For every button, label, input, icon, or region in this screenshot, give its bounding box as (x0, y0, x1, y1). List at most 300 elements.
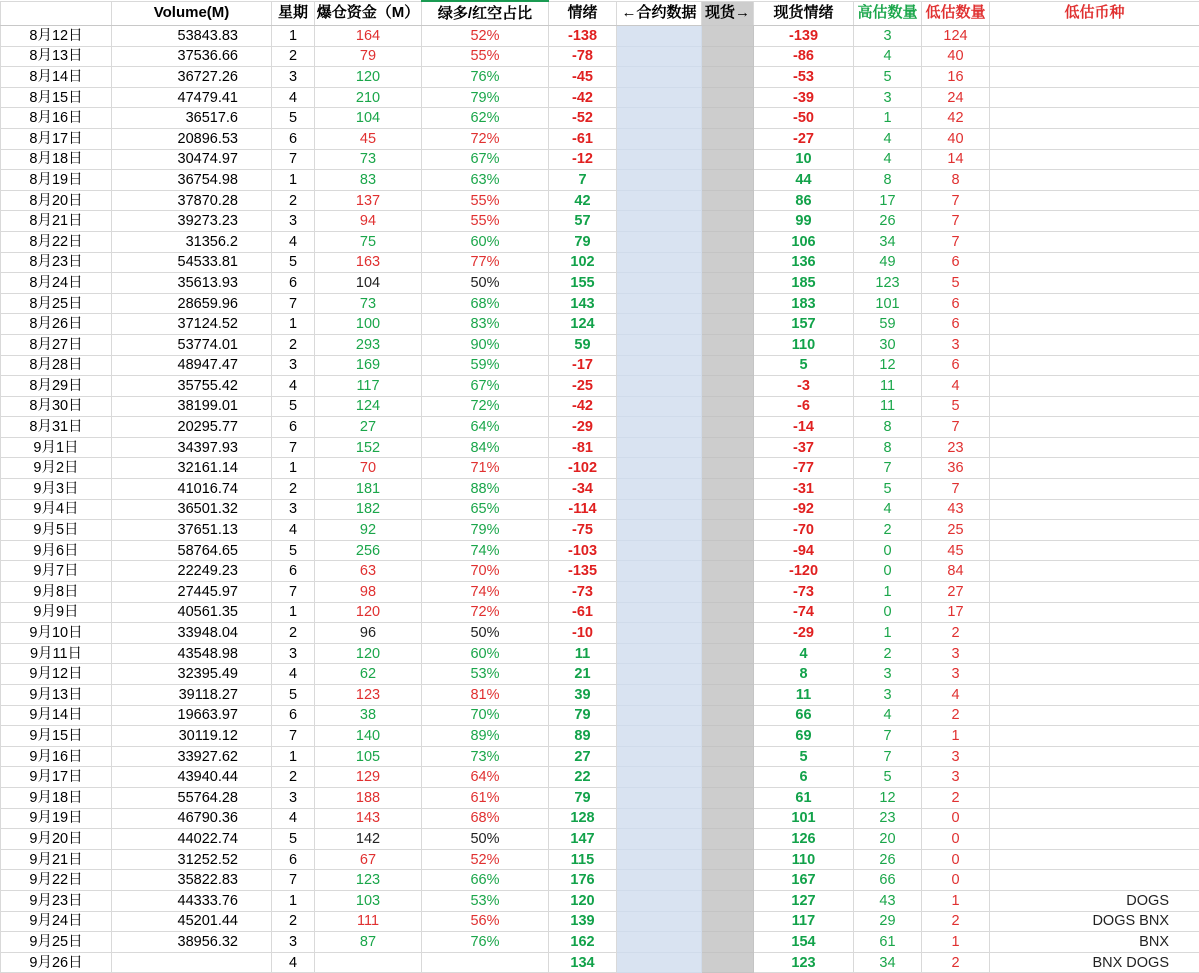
cell-spot-mood[interactable]: -50 (754, 108, 854, 129)
header-high-count[interactable]: 高估数量 (854, 1, 922, 26)
cell-low-coins[interactable] (990, 26, 1199, 47)
cell-contract-band[interactable] (617, 685, 702, 706)
cell-spot-band[interactable] (702, 767, 754, 788)
cell-date[interactable]: 9月19日 (1, 808, 112, 829)
cell-spot-mood[interactable]: -6 (754, 396, 854, 417)
header-spot[interactable]: 现货→ (702, 1, 754, 26)
cell-ratio[interactable]: 67% (422, 376, 549, 397)
cell-high-count[interactable]: 4 (854, 705, 922, 726)
cell-volume[interactable]: 37870.28 (112, 190, 272, 211)
cell-spot-mood[interactable]: 101 (754, 808, 854, 829)
cell-spot-band[interactable] (702, 376, 754, 397)
cell-weekday[interactable]: 6 (272, 705, 315, 726)
cell-liquidation[interactable]: 98 (315, 582, 422, 603)
cell-volume[interactable]: 38199.01 (112, 396, 272, 417)
cell-mood[interactable]: 59 (549, 334, 617, 355)
cell-high-count[interactable]: 7 (854, 458, 922, 479)
cell-low-count[interactable]: 23 (922, 437, 990, 458)
cell-spot-mood[interactable]: -53 (754, 67, 854, 88)
cell-date[interactable]: 9月21日 (1, 849, 112, 870)
cell-spot-mood[interactable]: 123 (754, 952, 854, 973)
cell-low-coins[interactable] (990, 417, 1199, 438)
cell-high-count[interactable]: 11 (854, 376, 922, 397)
cell-mood[interactable]: -73 (549, 582, 617, 603)
cell-date[interactable]: 9月4日 (1, 499, 112, 520)
cell-spot-band[interactable] (702, 829, 754, 850)
cell-date[interactable]: 8月30日 (1, 396, 112, 417)
cell-date[interactable]: 9月6日 (1, 540, 112, 561)
cell-low-count[interactable]: 45 (922, 540, 990, 561)
cell-weekday[interactable]: 6 (272, 128, 315, 149)
cell-low-count[interactable]: 24 (922, 87, 990, 108)
cell-weekday[interactable]: 3 (272, 932, 315, 953)
cell-date[interactable]: 9月25日 (1, 932, 112, 953)
cell-ratio[interactable]: 59% (422, 355, 549, 376)
cell-high-count[interactable]: 8 (854, 437, 922, 458)
cell-volume[interactable]: 28659.96 (112, 293, 272, 314)
cell-spot-band[interactable] (702, 890, 754, 911)
cell-contract-band[interactable] (617, 26, 702, 47)
cell-spot-mood[interactable]: 157 (754, 314, 854, 335)
cell-volume[interactable]: 22249.23 (112, 561, 272, 582)
cell-ratio[interactable]: 64% (422, 417, 549, 438)
cell-volume[interactable]: 30474.97 (112, 149, 272, 170)
cell-low-count[interactable]: 84 (922, 561, 990, 582)
cell-weekday[interactable]: 3 (272, 355, 315, 376)
cell-weekday[interactable]: 5 (272, 685, 315, 706)
header-spot-mood[interactable]: 现货情绪 (754, 1, 854, 26)
cell-spot-band[interactable] (702, 685, 754, 706)
cell-volume[interactable]: 20896.53 (112, 128, 272, 149)
cell-spot-mood[interactable]: 110 (754, 334, 854, 355)
cell-weekday[interactable]: 2 (272, 911, 315, 932)
cell-volume[interactable]: 33927.62 (112, 746, 272, 767)
cell-high-count[interactable]: 4 (854, 149, 922, 170)
cell-volume[interactable]: 36754.98 (112, 170, 272, 191)
cell-mood[interactable]: 21 (549, 664, 617, 685)
cell-low-coins[interactable]: BNX (990, 932, 1199, 953)
cell-spot-band[interactable] (702, 582, 754, 603)
cell-low-coins[interactable] (990, 190, 1199, 211)
cell-volume[interactable]: 19663.97 (112, 705, 272, 726)
cell-spot-mood[interactable]: -73 (754, 582, 854, 603)
cell-high-count[interactable]: 23 (854, 808, 922, 829)
cell-ratio[interactable]: 84% (422, 437, 549, 458)
cell-low-coins[interactable] (990, 643, 1199, 664)
cell-spot-mood[interactable]: 136 (754, 252, 854, 273)
cell-high-count[interactable]: 30 (854, 334, 922, 355)
cell-contract-band[interactable] (617, 561, 702, 582)
cell-low-coins[interactable] (990, 211, 1199, 232)
cell-ratio[interactable]: 56% (422, 911, 549, 932)
cell-liquidation[interactable]: 92 (315, 520, 422, 541)
cell-ratio[interactable]: 72% (422, 396, 549, 417)
cell-weekday[interactable]: 1 (272, 458, 315, 479)
cell-contract-band[interactable] (617, 767, 702, 788)
cell-low-count[interactable]: 36 (922, 458, 990, 479)
cell-spot-band[interactable] (702, 499, 754, 520)
cell-low-coins[interactable] (990, 582, 1199, 603)
cell-liquidation[interactable]: 120 (315, 602, 422, 623)
cell-weekday[interactable]: 4 (272, 808, 315, 829)
cell-contract-band[interactable] (617, 376, 702, 397)
cell-spot-mood[interactable]: 11 (754, 685, 854, 706)
cell-mood[interactable]: 57 (549, 211, 617, 232)
cell-spot-band[interactable] (702, 602, 754, 623)
cell-ratio[interactable]: 72% (422, 602, 549, 623)
cell-high-count[interactable]: 8 (854, 170, 922, 191)
cell-contract-band[interactable] (617, 808, 702, 829)
cell-spot-mood[interactable]: 6 (754, 767, 854, 788)
cell-ratio[interactable]: 64% (422, 767, 549, 788)
cell-spot-mood[interactable]: 117 (754, 911, 854, 932)
cell-date[interactable]: 9月12日 (1, 664, 112, 685)
cell-low-count[interactable]: 2 (922, 911, 990, 932)
cell-weekday[interactable]: 6 (272, 561, 315, 582)
cell-high-count[interactable]: 49 (854, 252, 922, 273)
cell-mood[interactable]: 128 (549, 808, 617, 829)
cell-high-count[interactable]: 3 (854, 664, 922, 685)
cell-ratio[interactable]: 66% (422, 870, 549, 891)
cell-low-coins[interactable] (990, 355, 1199, 376)
cell-ratio[interactable]: 65% (422, 499, 549, 520)
cell-volume[interactable]: 30119.12 (112, 726, 272, 747)
cell-low-count[interactable]: 14 (922, 149, 990, 170)
cell-low-coins[interactable] (990, 602, 1199, 623)
cell-low-coins[interactable] (990, 87, 1199, 108)
cell-spot-mood[interactable]: 183 (754, 293, 854, 314)
cell-mood[interactable]: 11 (549, 643, 617, 664)
cell-high-count[interactable]: 3 (854, 26, 922, 47)
cell-date[interactable]: 8月21日 (1, 211, 112, 232)
cell-spot-band[interactable] (702, 314, 754, 335)
cell-high-count[interactable]: 12 (854, 355, 922, 376)
cell-liquidation[interactable]: 169 (315, 355, 422, 376)
cell-weekday[interactable]: 7 (272, 293, 315, 314)
cell-weekday[interactable]: 5 (272, 108, 315, 129)
cell-low-count[interactable]: 6 (922, 355, 990, 376)
cell-date[interactable]: 8月26日 (1, 314, 112, 335)
cell-contract-band[interactable] (617, 746, 702, 767)
cell-date[interactable]: 9月7日 (1, 561, 112, 582)
cell-contract-band[interactable] (617, 726, 702, 747)
cell-liquidation[interactable]: 164 (315, 26, 422, 47)
cell-mood[interactable]: 79 (549, 705, 617, 726)
cell-mood[interactable]: 155 (549, 273, 617, 294)
cell-volume[interactable]: 31356.2 (112, 231, 272, 252)
cell-liquidation[interactable]: 137 (315, 190, 422, 211)
cell-contract-band[interactable] (617, 314, 702, 335)
cell-liquidation[interactable]: 104 (315, 108, 422, 129)
cell-volume[interactable]: 55764.28 (112, 787, 272, 808)
cell-low-coins[interactable]: DOGS BNX (990, 911, 1199, 932)
header-liquidation[interactable]: 爆仓资金（M） (315, 1, 422, 26)
cell-spot-mood[interactable]: 110 (754, 849, 854, 870)
cell-spot-band[interactable] (702, 870, 754, 891)
cell-weekday[interactable]: 7 (272, 726, 315, 747)
cell-weekday[interactable]: 1 (272, 170, 315, 191)
cell-low-count[interactable]: 6 (922, 314, 990, 335)
cell-weekday[interactable]: 5 (272, 540, 315, 561)
cell-low-coins[interactable] (990, 540, 1199, 561)
cell-contract-band[interactable] (617, 170, 702, 191)
cell-mood[interactable]: -34 (549, 479, 617, 500)
cell-volume[interactable]: 35613.93 (112, 273, 272, 294)
cell-liquidation[interactable]: 75 (315, 231, 422, 252)
cell-spot-band[interactable] (702, 458, 754, 479)
cell-weekday[interactable]: 4 (272, 952, 315, 973)
cell-low-coins[interactable] (990, 520, 1199, 541)
cell-ratio[interactable]: 60% (422, 231, 549, 252)
cell-contract-band[interactable] (617, 829, 702, 850)
cell-spot-mood[interactable]: 185 (754, 273, 854, 294)
cell-low-count[interactable]: 7 (922, 211, 990, 232)
cell-volume[interactable]: 37651.13 (112, 520, 272, 541)
cell-volume[interactable]: 44333.76 (112, 890, 272, 911)
cell-weekday[interactable]: 4 (272, 664, 315, 685)
cell-date[interactable]: 9月24日 (1, 911, 112, 932)
cell-high-count[interactable]: 12 (854, 787, 922, 808)
cell-contract-band[interactable] (617, 334, 702, 355)
cell-date[interactable]: 8月27日 (1, 334, 112, 355)
cell-volume[interactable]: 36517.6 (112, 108, 272, 129)
cell-liquidation[interactable]: 120 (315, 67, 422, 88)
cell-low-count[interactable]: 1 (922, 726, 990, 747)
cell-weekday[interactable]: 3 (272, 787, 315, 808)
cell-low-count[interactable]: 0 (922, 808, 990, 829)
cell-high-count[interactable]: 2 (854, 643, 922, 664)
cell-volume[interactable]: 37536.66 (112, 46, 272, 67)
cell-low-count[interactable]: 5 (922, 396, 990, 417)
cell-spot-band[interactable] (702, 26, 754, 47)
cell-volume[interactable]: 33948.04 (112, 623, 272, 644)
cell-weekday[interactable]: 2 (272, 623, 315, 644)
cell-liquidation[interactable]: 73 (315, 293, 422, 314)
cell-liquidation[interactable]: 94 (315, 211, 422, 232)
cell-low-count[interactable]: 7 (922, 190, 990, 211)
cell-weekday[interactable]: 4 (272, 231, 315, 252)
cell-high-count[interactable]: 1 (854, 108, 922, 129)
cell-volume[interactable]: 46790.36 (112, 808, 272, 829)
cell-spot-band[interactable] (702, 334, 754, 355)
cell-weekday[interactable]: 4 (272, 520, 315, 541)
cell-mood[interactable]: 79 (549, 787, 617, 808)
cell-spot-mood[interactable]: -37 (754, 437, 854, 458)
cell-spot-mood[interactable]: -92 (754, 499, 854, 520)
cell-spot-mood[interactable]: -139 (754, 26, 854, 47)
cell-volume[interactable]: 48947.47 (112, 355, 272, 376)
cell-mood[interactable]: 139 (549, 911, 617, 932)
cell-spot-band[interactable] (702, 417, 754, 438)
cell-spot-band[interactable] (702, 520, 754, 541)
cell-date[interactable]: 8月14日 (1, 67, 112, 88)
cell-mood[interactable]: -42 (549, 87, 617, 108)
cell-mood[interactable]: -102 (549, 458, 617, 479)
cell-contract-band[interactable] (617, 273, 702, 294)
cell-spot-band[interactable] (702, 293, 754, 314)
cell-spot-band[interactable] (702, 67, 754, 88)
cell-low-count[interactable]: 7 (922, 417, 990, 438)
cell-liquidation[interactable]: 96 (315, 623, 422, 644)
cell-liquidation[interactable]: 73 (315, 149, 422, 170)
cell-low-coins[interactable] (990, 170, 1199, 191)
cell-date[interactable]: 8月24日 (1, 273, 112, 294)
cell-contract-band[interactable] (617, 252, 702, 273)
cell-ratio[interactable]: 50% (422, 829, 549, 850)
cell-volume[interactable] (112, 952, 272, 973)
cell-ratio[interactable]: 53% (422, 664, 549, 685)
cell-ratio[interactable]: 70% (422, 561, 549, 582)
cell-spot-mood[interactable]: -3 (754, 376, 854, 397)
cell-high-count[interactable]: 20 (854, 829, 922, 850)
cell-weekday[interactable]: 2 (272, 334, 315, 355)
cell-liquidation[interactable]: 87 (315, 932, 422, 953)
cell-date[interactable]: 8月23日 (1, 252, 112, 273)
cell-weekday[interactable]: 2 (272, 190, 315, 211)
cell-high-count[interactable]: 5 (854, 479, 922, 500)
cell-spot-mood[interactable]: 8 (754, 664, 854, 685)
cell-spot-mood[interactable]: 86 (754, 190, 854, 211)
cell-high-count[interactable]: 123 (854, 273, 922, 294)
cell-low-count[interactable]: 0 (922, 829, 990, 850)
cell-contract-band[interactable] (617, 396, 702, 417)
cell-volume[interactable]: 44022.74 (112, 829, 272, 850)
cell-contract-band[interactable] (617, 479, 702, 500)
cell-high-count[interactable]: 59 (854, 314, 922, 335)
cell-low-count[interactable]: 3 (922, 643, 990, 664)
cell-spot-band[interactable] (702, 479, 754, 500)
cell-spot-mood[interactable]: -120 (754, 561, 854, 582)
cell-low-count[interactable]: 40 (922, 128, 990, 149)
cell-low-coins[interactable] (990, 664, 1199, 685)
cell-contract-band[interactable] (617, 911, 702, 932)
cell-ratio[interactable]: 79% (422, 87, 549, 108)
cell-contract-band[interactable] (617, 149, 702, 170)
cell-date[interactable]: 8月15日 (1, 87, 112, 108)
cell-contract-band[interactable] (617, 540, 702, 561)
cell-liquidation[interactable]: 27 (315, 417, 422, 438)
cell-contract-band[interactable] (617, 890, 702, 911)
cell-contract-band[interactable] (617, 190, 702, 211)
cell-date[interactable]: 9月10日 (1, 623, 112, 644)
cell-low-coins[interactable] (990, 746, 1199, 767)
cell-spot-band[interactable] (702, 231, 754, 252)
cell-mood[interactable]: -114 (549, 499, 617, 520)
cell-liquidation[interactable]: 79 (315, 46, 422, 67)
cell-mood[interactable]: -61 (549, 602, 617, 623)
cell-spot-band[interactable] (702, 726, 754, 747)
cell-spot-mood[interactable]: 106 (754, 231, 854, 252)
cell-date[interactable]: 8月13日 (1, 46, 112, 67)
cell-date[interactable]: 8月17日 (1, 128, 112, 149)
cell-low-coins[interactable] (990, 67, 1199, 88)
cell-ratio[interactable]: 74% (422, 582, 549, 603)
cell-date[interactable]: 9月14日 (1, 705, 112, 726)
cell-low-coins[interactable] (990, 787, 1199, 808)
cell-volume[interactable]: 47479.41 (112, 87, 272, 108)
cell-low-coins[interactable] (990, 396, 1199, 417)
cell-date[interactable]: 8月25日 (1, 293, 112, 314)
cell-mood[interactable]: 102 (549, 252, 617, 273)
cell-contract-band[interactable] (617, 293, 702, 314)
cell-liquidation[interactable]: 100 (315, 314, 422, 335)
cell-spot-mood[interactable]: -77 (754, 458, 854, 479)
cell-volume[interactable]: 35755.42 (112, 376, 272, 397)
cell-contract-band[interactable] (617, 211, 702, 232)
cell-ratio[interactable]: 67% (422, 149, 549, 170)
cell-volume[interactable]: 43548.98 (112, 643, 272, 664)
cell-spot-mood[interactable]: 10 (754, 149, 854, 170)
cell-volume[interactable]: 54533.81 (112, 252, 272, 273)
cell-ratio[interactable]: 55% (422, 190, 549, 211)
cell-high-count[interactable]: 1 (854, 582, 922, 603)
cell-mood[interactable]: -81 (549, 437, 617, 458)
cell-mood[interactable]: 39 (549, 685, 617, 706)
cell-ratio[interactable]: 50% (422, 623, 549, 644)
cell-spot-band[interactable] (702, 87, 754, 108)
header-mood[interactable]: 情绪 (549, 1, 617, 26)
cell-date[interactable]: 8月28日 (1, 355, 112, 376)
cell-spot-mood[interactable]: -39 (754, 87, 854, 108)
cell-volume[interactable]: 35822.83 (112, 870, 272, 891)
cell-mood[interactable]: -17 (549, 355, 617, 376)
cell-ratio[interactable]: 73% (422, 746, 549, 767)
cell-weekday[interactable]: 3 (272, 67, 315, 88)
cell-spot-band[interactable] (702, 746, 754, 767)
cell-volume[interactable]: 36501.32 (112, 499, 272, 520)
cell-ratio[interactable]: 52% (422, 849, 549, 870)
cell-spot-mood[interactable]: 126 (754, 829, 854, 850)
cell-low-count[interactable]: 17 (922, 602, 990, 623)
cell-contract-band[interactable] (617, 499, 702, 520)
cell-low-coins[interactable] (990, 623, 1199, 644)
cell-low-count[interactable]: 40 (922, 46, 990, 67)
cell-spot-mood[interactable]: -74 (754, 602, 854, 623)
cell-date[interactable]: 9月11日 (1, 643, 112, 664)
cell-low-count[interactable]: 3 (922, 664, 990, 685)
cell-date[interactable]: 9月1日 (1, 437, 112, 458)
cell-contract-band[interactable] (617, 664, 702, 685)
cell-ratio[interactable]: 79% (422, 520, 549, 541)
cell-mood[interactable]: 7 (549, 170, 617, 191)
cell-low-coins[interactable] (990, 376, 1199, 397)
cell-contract-band[interactable] (617, 582, 702, 603)
cell-date[interactable]: 8月19日 (1, 170, 112, 191)
cell-weekday[interactable]: 7 (272, 437, 315, 458)
cell-ratio[interactable]: 88% (422, 479, 549, 500)
cell-weekday[interactable]: 6 (272, 273, 315, 294)
cell-ratio[interactable]: 60% (422, 643, 549, 664)
cell-ratio[interactable]: 61% (422, 787, 549, 808)
cell-low-count[interactable]: 2 (922, 705, 990, 726)
cell-volume[interactable]: 53843.83 (112, 26, 272, 47)
cell-liquidation[interactable]: 293 (315, 334, 422, 355)
cell-spot-band[interactable] (702, 705, 754, 726)
cell-low-count[interactable]: 6 (922, 252, 990, 273)
cell-contract-band[interactable] (617, 849, 702, 870)
cell-date[interactable]: 9月5日 (1, 520, 112, 541)
cell-high-count[interactable]: 7 (854, 726, 922, 747)
cell-ratio[interactable] (422, 952, 549, 973)
cell-high-count[interactable]: 8 (854, 417, 922, 438)
cell-liquidation[interactable]: 63 (315, 561, 422, 582)
cell-high-count[interactable]: 4 (854, 46, 922, 67)
cell-contract-band[interactable] (617, 705, 702, 726)
cell-date[interactable]: 8月12日 (1, 26, 112, 47)
cell-low-coins[interactable] (990, 705, 1199, 726)
cell-spot-mood[interactable]: -29 (754, 623, 854, 644)
cell-low-count[interactable]: 2 (922, 952, 990, 973)
